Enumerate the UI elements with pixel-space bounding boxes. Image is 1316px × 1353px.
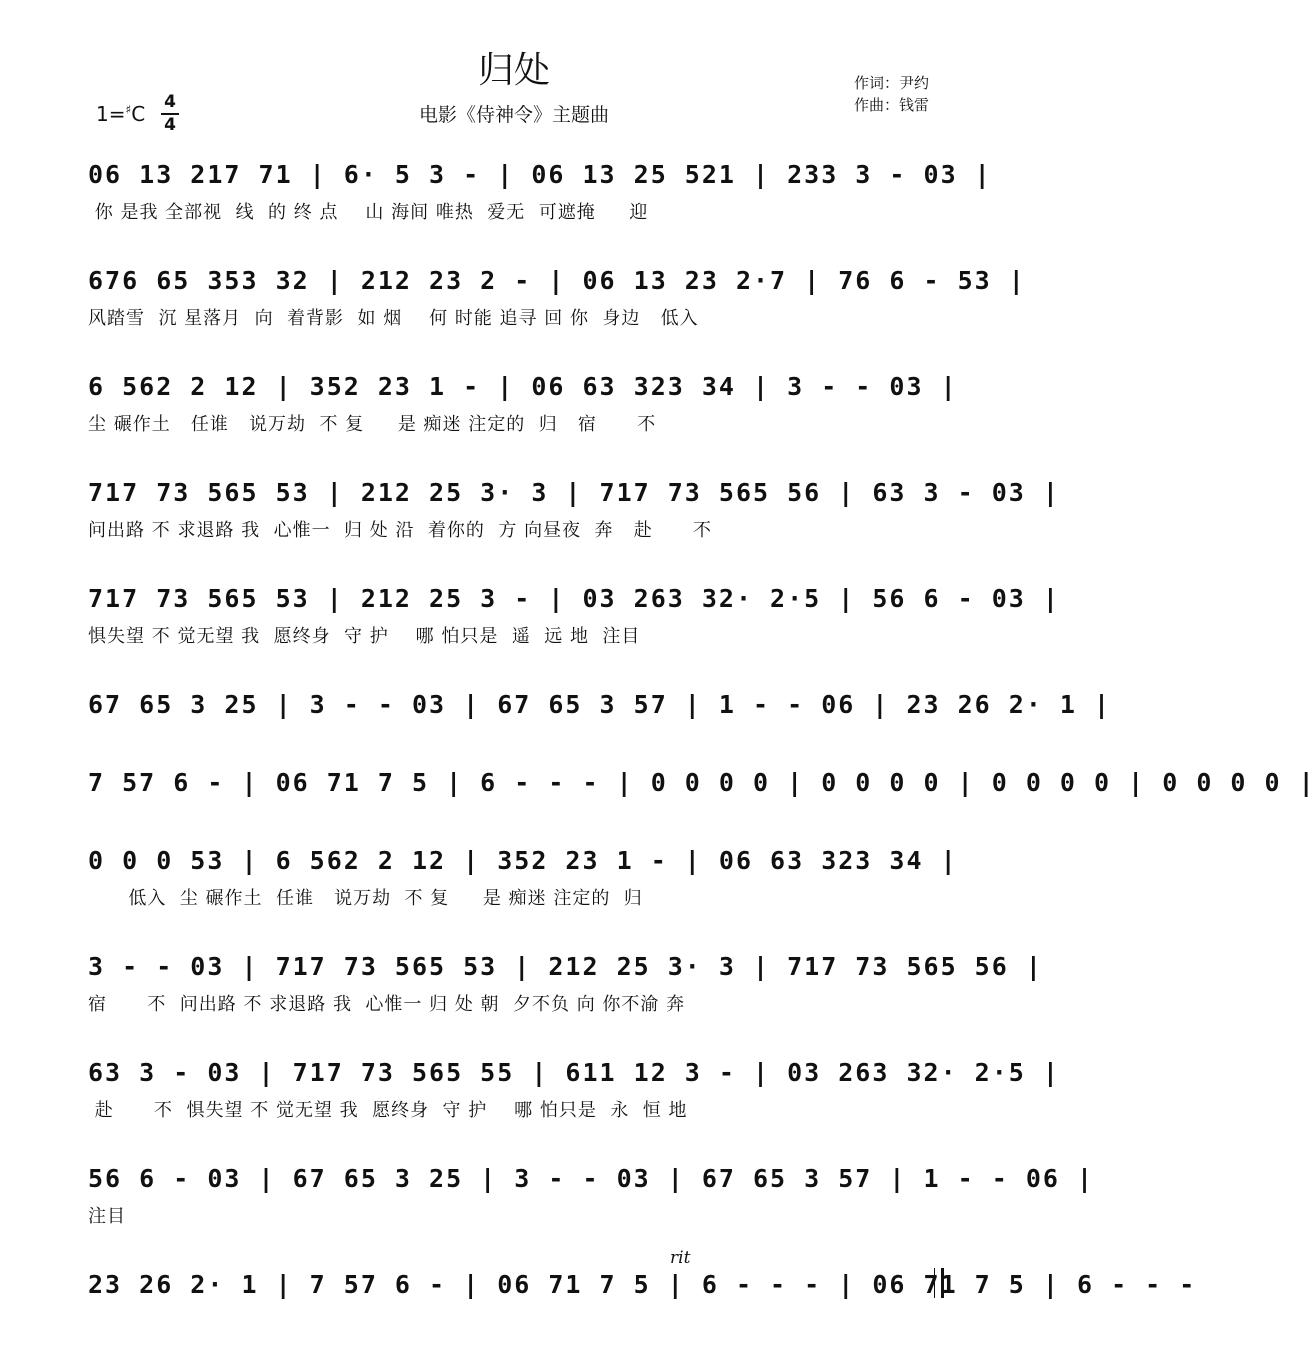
time-signature bbox=[161, 93, 179, 135]
lyric-line: 低入 尘 碾作土 任谁 说万劫 不 复 是 痴迷 注定的 归 bbox=[88, 888, 643, 909]
notation-line: 717 73 565 53 | 212 25 3· 3 | 717 73 565 56 | 63 3 - 03 | bbox=[88, 478, 1060, 507]
notation-line: 56 6 - 03 | 67 65 3 25 | 3 - - 03 | 67 65 3 57 | 1 - - 06 | bbox=[88, 1164, 1095, 1193]
lyric-line: 宿 不 问出路 不 求退路 我 心惟一 归 处 朝 夕不负 向 你不渝 奔 bbox=[88, 994, 686, 1015]
notation-line: 6 562 2 12 | 352 23 1 - | 06 63 323 34 | 3 - - 03 | bbox=[88, 372, 958, 401]
lyric-line bbox=[88, 808, 940, 834]
key-signature bbox=[96, 102, 145, 126]
notation-line: 63 3 - 03 | 717 73 565 55 | 611 12 3 - | 03 263 32· 2·5 | bbox=[88, 1058, 1060, 1087]
notation-line: 3 - - 03 | 717 73 565 53 | 212 25 3· 3 | 717 73 565 56 | bbox=[88, 952, 1043, 981]
final-barline bbox=[934, 1268, 944, 1298]
lyric-line: 尘 碾作土 任谁 说万劫 不 复 是 痴迷 注定的 归 宿 不 bbox=[88, 414, 657, 435]
song-title: 归处 bbox=[477, 50, 550, 91]
time-bottom: 4 bbox=[164, 115, 176, 135]
lyricist: 作词：尹约 bbox=[854, 74, 930, 92]
lyric-line: 问出路 不 求退路 我 心惟一 归 处 沿 着你的 方 向昼夜 奔 赴 不 bbox=[88, 520, 713, 541]
lyric-line: 赴 不 惧失望 不 觉无望 我 愿终身 守 护 哪 怕只是 永 恒 地 bbox=[88, 1100, 688, 1121]
notation-line: 23 26 2· 1 | 7 57 6 - | 06 71 7 5 | 6 - - - | 06 71 7 5 | 6 - - - bbox=[88, 1270, 1197, 1299]
composer: 作曲：钱雷 bbox=[854, 96, 930, 114]
key-prefix: 1= bbox=[96, 102, 126, 126]
time-top: 4 bbox=[164, 92, 176, 112]
lyric-line: 风踏雪 沉 星落月 向 着背影 如 烟 何 时能 追寻 回 你 身边 低入 bbox=[88, 308, 699, 329]
song-subtitle: 电影《侍神令》主题曲 bbox=[418, 104, 609, 126]
notation-line: 0 0 0 53 | 6 562 2 12 | 352 23 1 - | 06 63 323 34 | bbox=[88, 846, 958, 875]
credits bbox=[854, 72, 929, 116]
lyric-line bbox=[88, 730, 940, 756]
notation-line: 67 65 3 25 | 3 - - 03 | 67 65 3 57 | 1 - - 06 | 23 26 2· 1 | bbox=[88, 690, 1112, 719]
lyric-line: 注目 bbox=[88, 1206, 126, 1227]
key-sharp: ♯ bbox=[125, 102, 132, 117]
notation-line: 06 13 217 71 | 6· 5 3 - | 06 13 25 521 | 233 3 - 03 | bbox=[88, 160, 992, 189]
key-note: C bbox=[131, 102, 146, 126]
lyric-line: 惧失望 不 觉无望 我 愿终身 守 护 哪 怕只是 遥 远 地 注目 bbox=[88, 626, 641, 647]
notation-line: 7 57 6 - | 06 71 7 5 | 6 - - - | 0 0 0 0 | 0 0 0 0 | 0 0 0 0 | 0 0 0 0 | bbox=[88, 768, 1316, 797]
notation-line: 717 73 565 53 | 212 25 3 - | 03 263 32· 2·5 | 56 6 - 03 | bbox=[88, 584, 1060, 613]
lyric-line: 你 是我 全部视 线 的 终 点 山 海间 唯热 爱无 可遮掩 迎 bbox=[88, 202, 649, 223]
lyric-line bbox=[88, 1310, 940, 1336]
ritardando-mark: rit bbox=[670, 1248, 691, 1268]
notation-line: 676 65 353 32 | 212 23 2 - | 06 13 23 2·7 | 76 6 - 53 | bbox=[88, 266, 1026, 295]
